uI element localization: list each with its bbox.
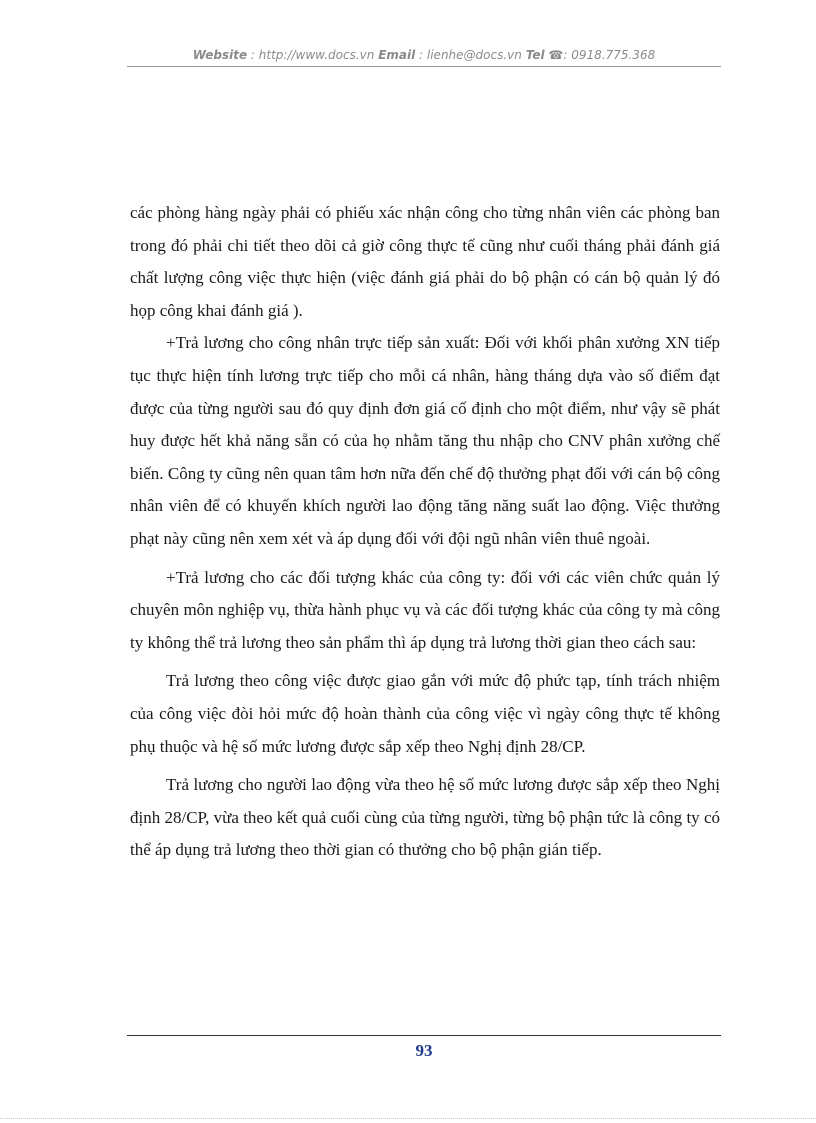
- footer-divider: [127, 1035, 721, 1036]
- website-label: Website: [192, 48, 248, 62]
- page-header: [127, 48, 721, 62]
- tel-label: Tel: [525, 48, 545, 62]
- phone-icon: ☎: [548, 48, 564, 62]
- website-url[interactable]: http://www.docs.vn: [258, 48, 375, 62]
- paragraph: +Trả lương cho các đối tượng khác của công ty: đối với các viên chức quản lý chuyên môn nghiệp vụ, thừa hành phục vụ và các đối tượng khác của công ty mà công ty không thể trả lương theo sản phẩm thì áp dụng trả lương thời gian theo cách sau:: [130, 567, 720, 652]
- paragraph: +Trả lương cho công nhân trực tiếp sản xuất: Đối với khối phân xưởng XN tiếp tục thực hiện tính lương trực tiếp cho mỗi cá nhân, hàng tháng dựa vào số điểm đạt được của từng người sau đó quy định đơn giá cố định cho một điểm, như vậy sẽ phát huy được hết khả năng sẵn có của họ nhằm tăng thu nhập cho CNV phân xưởng chế biến. Công ty cũng nên quan tâm hơn nữa đến chế độ thưởng phạt đối với cán bộ công nhân viên để có khuyến khích người lao động tăng năng suất lao động. Việc thưởng phạt này cũng nên xem xét và áp dụng đối với đội ngũ nhân viên thuê ngoài.: [130, 333, 720, 548]
- email-label: Email: [378, 48, 416, 62]
- email-address[interactable]: lienhe@docs.vn: [426, 48, 522, 62]
- email-separator: :: [415, 48, 427, 62]
- paragraph: các phòng hàng ngày phải có phiếu xác nhận công cho từng nhân viên các phòng ban trong đó phải chi tiết theo dõi cả giờ công thực tế cũng như cuối tháng phải đánh giá chất lượng công việc thực hiện (việc đánh giá phải do bộ phận có cán bộ quản lý đó họp công khai đánh giá ).: [130, 203, 720, 320]
- page-number: 93: [415, 1041, 433, 1060]
- paragraph: Trả lương theo công việc được giao gắn với mức độ phức tạp, tính trách nhiệm của công việc đòi hỏi mức độ hoàn thành của công việc vì ngày công thực tế không phụ thuộc và hệ số mức lương được sắp xếp theo Nghị định 28/CP.: [130, 671, 720, 756]
- website-separator: :: [247, 48, 259, 62]
- page-bottom-edge: [0, 1118, 816, 1119]
- page-body: [130, 197, 720, 867]
- header-divider: [127, 66, 721, 67]
- tel-number: : 0918.775.368: [563, 48, 656, 62]
- paragraph: Trả lương cho người lao động vừa theo hệ số mức lương được sắp xếp theo Nghị định 28/CP, vừa theo kết quả cuối cùng của từng người, từng bộ phận tức là công ty có thể áp dụng trả lương theo thời gian có thưởng cho bộ phận gián tiếp.: [130, 775, 720, 860]
